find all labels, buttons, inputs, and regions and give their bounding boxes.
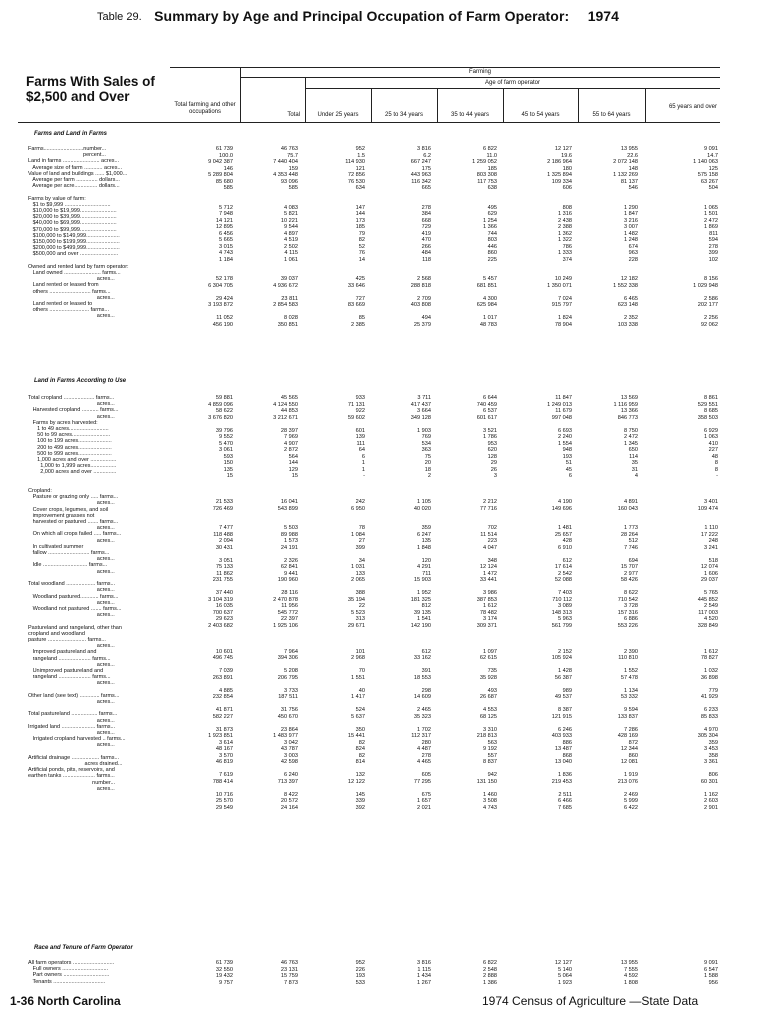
page-footer-right: 1974 Census of Agriculture —State Data [482, 994, 699, 1008]
header-top-rule [170, 67, 720, 68]
header-under-25: Under 25 years [317, 112, 359, 118]
col-35-44: 6 822 2 548 2 888 1 386 [483, 960, 497, 986]
row-labels: All farm operators ........................... Full owners .............................. Part owners .............................. Tenants .................................. [28, 960, 115, 985]
col-under-25: 952 1.5 114 930 121 72 856 76 530 634 147 144 173 185 79 82 52 76 14 425 33 646 727 83 669 85 2 385 [345, 146, 365, 328]
header-col-rule [645, 88, 646, 123]
col-total-farming-other: 59 881 4 859 096 58 622 3 676 820 39 796 9 552 5 470 3 061 593 150 135 15 21 533 726 469 7 477 118 488 2 094 30 431 3 051 75 133 11 862 231 755 37 440 3 104 319 16 035 700 637 29 623 2 403 682 10 601 496 745 7 039 263 891 4 885 232 854 41 871 582 227 31 873 1 923 851 3 614 48 167 3 570 46 819 7 619 788 414 10 716 25 570 29 549 [208, 395, 233, 811]
page-footer-left: 1-36 North Carolina [10, 994, 121, 1008]
col-total-farming-other: 61 739 32 550 19 432 9 757 [215, 960, 233, 986]
col-65-over: 9 091 14.7 1 140 063 125 575 158 63 267 504 1 065 1 501 2 472 1 869 811 594 278 399 102 8 156 1 029 948 2 586 202 177 2 256 92 062 [693, 146, 718, 328]
col-55-64: 13 569 1 116 959 13 366 846 773 8 750 2 472 1 345 650 114 35 31 4 4 891 160 043 1 773 28 264 512 7 746 694 15 707 2 977 58 426 8 622 710 542 3 728 157 316 6 886 553 226 2 390 110 810 1 552 57 478 1 134 53 332 9 594 133 837 7 286 428 169 872 12 344 860 12 081 1 919 213 076 2 469 5 999 6 422 [613, 395, 638, 811]
col-65-over: 8 861 529 551 8 685 358 503 6 929 1 063 410 227 48 8 8 - 3 401 109 474 1 110 17 222 248 3 241 518 12 074 1 606 29 037 5 765 445 852 2 549 117 003 4 520 328 849 1 612 78 827 1 032 36 898 779 41 929 6 233 85 833 4 970 305 304 359 3 453 358 3 361 806 60 301 1 162 2 603 2 901 [697, 395, 718, 811]
table-subtitle: Farms With Sales of $2,500 and Over [26, 74, 155, 104]
col-45-54: 11 847 1 249 013 11 679 997 048 6 693 2 240 1 554 948 193 51 45 6 4 190 149 696 1 481 25 657 428 6 910 612 17 614 2 542 52 088 7 403 710 112 3 089 148 313 5 963 561 799 2 152 105 924 1 428 56 387 989 49 537 8 387 121 915 6 246 403 933 886 13 487 868 13 040 1 836 219 453 2 511 6 466 7 685 [547, 395, 572, 811]
col-55-64: 13 955 22.6 2 072 148 148 1 132 269 81 137 546 1 290 1 847 3 216 3 007 1 482 1 248 674 963 228 12 182 1 552 338 6 465 623 148 2 352 103 338 [613, 146, 638, 328]
col-35-44: 6 644 740 459 6 537 601 617 3 521 1 786 953 620 128 29 26 3 2 212 77 716 702 11 514 223 4 047 348 12 124 1 472 33 441 3 986 387 853 1 612 78 482 3 174 309 371 1 097 62 615 735 35 928 493 26 687 4 553 68 125 3 310 218 813 563 9 192 557 8 837 942 131 150 1 460 3 508 4 743 [476, 395, 497, 811]
row-labels: Total cropland .................... farms... acres... Harvested cropland ........... farms... acres... Farms by acres harvested: 1 to 49 acres.......................... 50 to 99 acres......................... 100 to 199 acres...................... 200 to 499 acres...................... 500 to 999 acres...................... 1,000 acres and over ................. 1,000 to 1,999 acres................. 2,000 acres and over ............... Cropland: Pasture or grazing only ..... farms... acres... Cover crops, legumes, and soil improvement grasses not harvested or pastured ....... farms... acres... On which all crops failed ..... farms... acres... In cultivated summer fallow ........................... farms... acres... Idle ............................. farms... acres... Total woodland ................... farms... acres... Woodland pastured............ farms... acres... Woodland not pastured ....... farms... acres... Pastureland and rangeland, other than cropland and woodland pasture ......................... farms... acres... Improved pastureland and rangeland ..................... farms... acres... Unimproved pastureland and rangeland ..................... farms... acres... Other land (see text) ............. farms... acres... Total pastureland ................. farms... acres... Irrigated land ...................... farms... acres... Irrigated cropland harvested .. farms... acres... Artificial drainage .................. farms... acres drained... Artificial ponds, pits, reservoirs, and earthen tanks ..................... farms... number... acres... [28, 395, 126, 792]
col-65-over: 9 091 6 547 1 588 956 [704, 960, 718, 986]
header-35-44: 35 to 44 years [450, 112, 490, 118]
header-farming: Farming [468, 69, 491, 75]
header-col-rule [503, 88, 504, 123]
col-25-34: 3 816 1 115 1 434 1 267 [417, 960, 431, 986]
farming-rule [240, 77, 720, 78]
col-under-25: 952 226 193 533 [355, 960, 365, 986]
col-45-54: 12 127 5 140 5 064 1 923 [554, 960, 572, 986]
table-title-year: 1974 [587, 8, 619, 24]
col-total: 45 565 4 124 550 44 853 3 212 671 28 397 7 969 4 907 2 872 564 144 129 15 16 041 543 899 5 503 89 988 1 573 24 191 2 326 62 841 9 441 190 960 28 116 2 470 878 11 956 545 772 22 397 1 925 106 7 964 394 306 5 208 206 795 3 733 187 511 31 756 450 670 23 864 1 483 977 3 042 43 787 3 003 42 598 6 240 713 397 8 422 20 572 24 164 [273, 395, 298, 811]
header-col-rule [371, 88, 372, 123]
header-col-rule [437, 88, 438, 123]
header-55-64: 55 to 64 years [592, 112, 631, 118]
row-labels: Farms..........................number... percent... Land in farms ........................ acres... Average size of farm ............ acres... Value of land and buildings ...... $1,000... Average per farm .............. dollars... Average per acre............... dollars... Farms by value of farm: $1 to $9,999 .............................. $10,000 to $19,999........................ $20,000 to $39,999........................ $40,000 to $69,999........................ $70,000 to $99,999........................ $100,000 to $149,999...................... $150,000 to $199,999...................... $200,000 to $499,999...................... $500,000 and over ......................... Owned and rented land by farm operator: Land owned ........................ farms... acres... Land rented or leased from others ........................... farms... acres... Land rented or leased to others .......................... farms... acres... [28, 146, 129, 320]
header-25-34: 25 to 34 years [384, 112, 424, 118]
section-heading: Land in Farms According to Use [34, 378, 127, 384]
col-total: 46 763 75.7 7 440 404 159 4 353 448 93 096 585 4 083 5 821 10 221 9 544 4 897 4 519 2 502 4 115 1 061 39 037 4 936 672 23 811 2 854 583 8 028 350 851 [273, 146, 298, 328]
header-65-over: 65 years and over [668, 104, 717, 110]
header-bottom-rule [18, 122, 720, 123]
col-35-44: 6 822 11.0 1 259 052 185 803 308 117 753 638 495 629 1 254 1 366 744 803 446 860 225 5 457 681 851 4 300 625 984 1 017 48 783 [472, 146, 497, 328]
table-number: Table 29. [97, 11, 142, 23]
header-total: Total [287, 112, 300, 118]
col-55-64: 13 955 7 555 4 592 1 808 [620, 960, 638, 986]
header-col-rule [578, 88, 579, 123]
col-25-34: 3 711 417 437 3 664 349 128 1 903 769 534 363 75 20 18 2 1 105 40 020 359 6 247 135 1 848 120 4 291 711 15 903 1 952 181 325 812 39 135 1 541 142 190 612 33 162 391 18 553 298 14 609 2 465 35 323 1 702 112 317 280 4 487 278 4 465 605 77 295 675 1 657 2 021 [410, 395, 431, 811]
col-total-farming-other: 61 739 100.0 9 042 387 146 5 289 804 85 680 585 5 712 7 948 14 121 12 895 6 456 5 665 3 015 4 743 1 184 52 178 6 304 705 29 424 3 193 872 11 052 456 190 [208, 146, 233, 328]
header-45-54: 45 to 54 years [521, 112, 560, 118]
section-heading: Race and Tenure of Farm Operator [34, 945, 133, 951]
col-total: 46 763 23 131 15 759 7 873 [280, 960, 298, 986]
col-45-54: 12 127 19.6 2 186 964 180 1 325 894 109 334 606 808 1 316 2 438 2 388 1 362 1 322 786 1 333 374 10 249 1 350 071 7 024 915 797 1 824 78 904 [547, 146, 572, 328]
age-rule [305, 88, 720, 89]
table-title-main: Summary by Age and Principal Occupation of Farm Operator: [154, 8, 570, 24]
col-under-25: 933 71 131 922 59 602 601 139 111 64 6 1 1 - 242 6 950 78 1 084 27 399 34 1 031 133 2 065 388 35 194 22 5 523 313 29 671 101 2 968 70 1 551 40 1 417 524 5 637 350 15 441 82 824 82 814 132 12 122 145 339 392 [347, 395, 365, 811]
header-age-group: Age of farm operator [484, 80, 541, 86]
table-title [97, 8, 619, 26]
header-total-farming-other: Total farming and other occupations [174, 102, 236, 115]
section-heading: Farms and Land in Farms [34, 131, 108, 137]
col-25-34: 3 816 6.2 667 247 175 443 963 116 342 665 278 384 668 729 419 470 266 484 118 2 568 288 818 2 709 403 808 494 25 379 [410, 146, 431, 328]
